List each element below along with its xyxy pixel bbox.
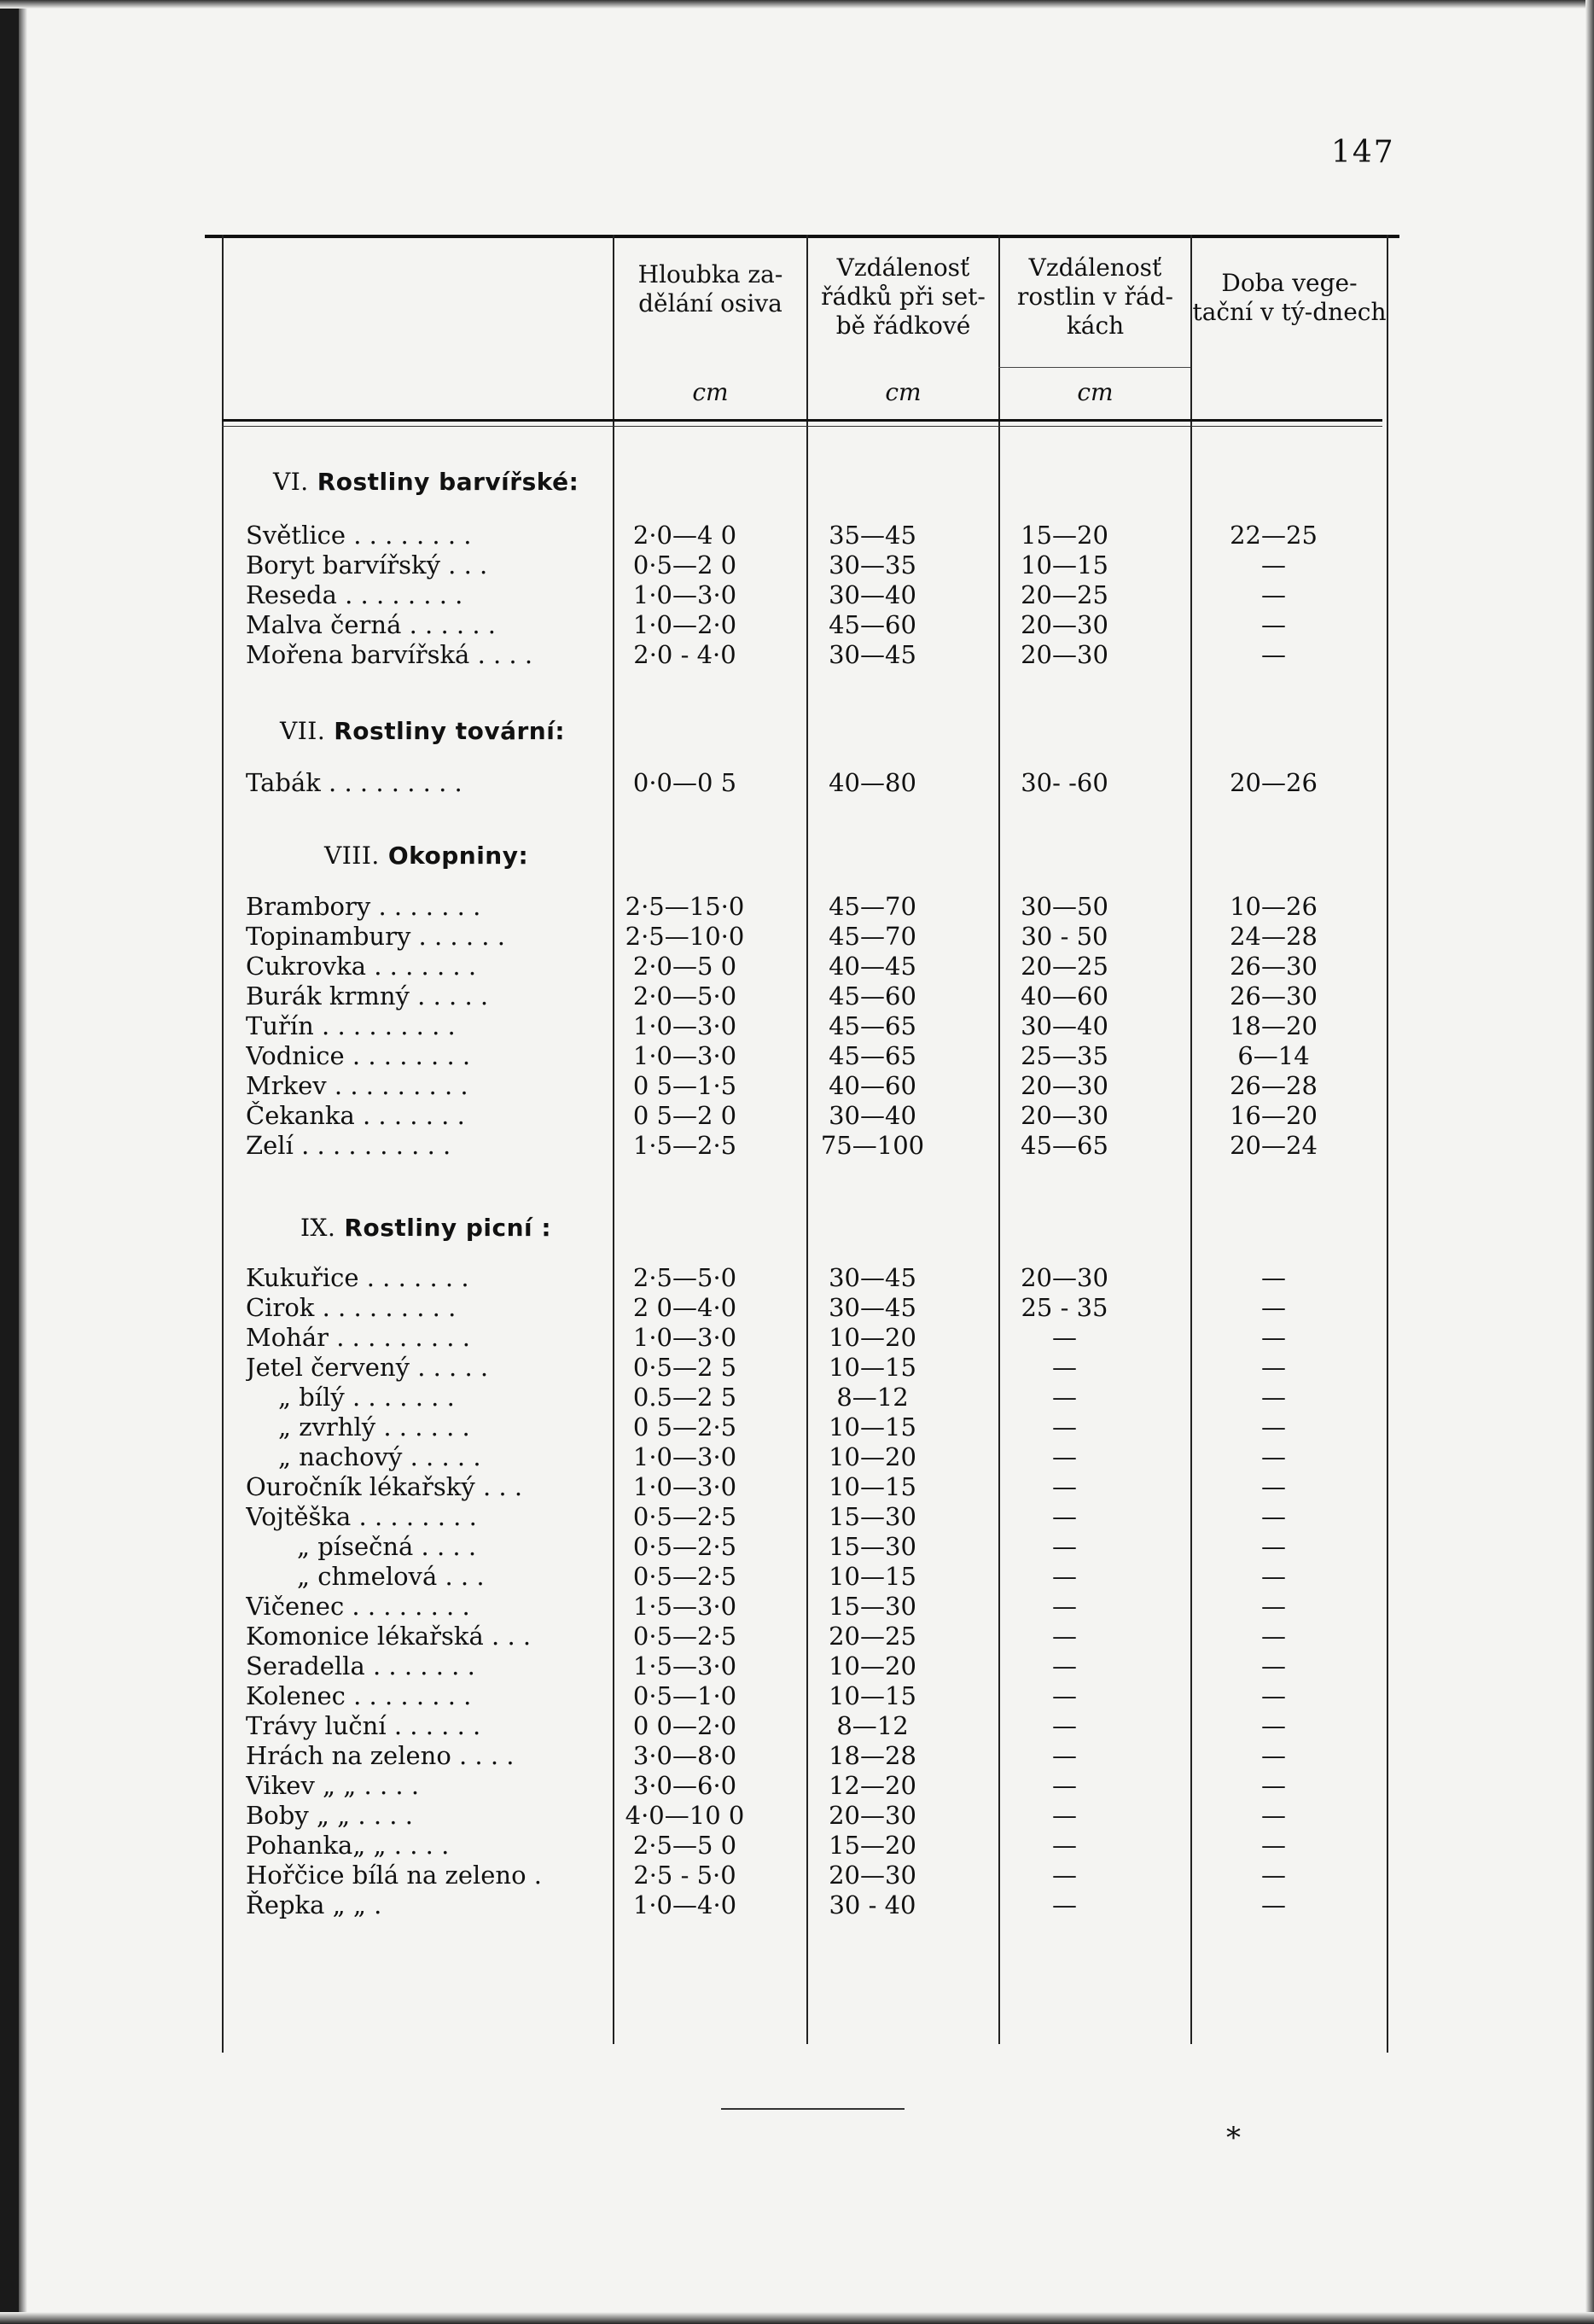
plant-spacing: — (1052, 1412, 1077, 1442)
plant-spacing: — (1052, 1502, 1077, 1531)
unit-plant-spacing: cm (1077, 378, 1114, 406)
vegetation-weeks: — (1261, 1741, 1286, 1770)
crop-name: Malva černá . . . . . . (246, 610, 497, 639)
footer-mark: * (1226, 2121, 1241, 2155)
vegetation-weeks: — (1261, 610, 1286, 639)
crop-name: Pohanka„ „ . . . . (246, 1831, 450, 1860)
row-spacing: 20—30 (829, 1861, 916, 1890)
row-spacing: 45—65 (829, 1041, 916, 1070)
crop-name: Vikev „ „ . . . . (246, 1771, 420, 1800)
scan-edge-right (1585, 0, 1594, 2324)
table-row (205, 892, 1399, 922)
table-top-rule (205, 235, 1399, 238)
row-spacing: 10—15 (829, 1681, 916, 1710)
row-spacing: 12—20 (829, 1771, 916, 1800)
sowing-depth: 2·0—5 0 (632, 952, 737, 981)
row-spacing: 45—70 (829, 922, 916, 951)
crop-name: Boryt barvířský . . . (246, 550, 488, 580)
plant-spacing: — (1052, 1383, 1077, 1412)
sowing-depth: 0·5—2·5 (632, 1562, 737, 1591)
row-spacing: 10—15 (829, 1353, 916, 1382)
table-row (205, 1890, 1399, 1920)
row-spacing: 45—60 (829, 610, 916, 639)
row-spacing: 45—70 (829, 892, 916, 921)
crop-name: Boby „ „ . . . . (246, 1801, 413, 1830)
header-depth: Hloubka za-dělání osiva (637, 260, 783, 317)
crop-name: „ písečná . . . . (297, 1532, 477, 1561)
row-spacing: 30 - 40 (829, 1890, 916, 1919)
table-row (205, 1622, 1399, 1651)
vegetation-weeks: — (1261, 1801, 1286, 1830)
vegetation-weeks: — (1261, 1323, 1286, 1352)
sowing-depth: 0·5—2·5 (632, 1502, 737, 1531)
crop-name: Jetel červený . . . . . (246, 1353, 489, 1382)
table-row (205, 1383, 1399, 1412)
table-row (205, 1741, 1399, 1771)
sowing-depth: 1·0—3·0 (632, 1011, 737, 1040)
crop-name: Tuřín . . . . . . . . . (246, 1011, 456, 1040)
table-row (205, 1323, 1399, 1353)
sowing-depth: 0·5—2·5 (632, 1532, 737, 1561)
crop-name: Burák krmný . . . . . (246, 981, 489, 1011)
table-row (205, 1293, 1399, 1323)
table-row (205, 1131, 1399, 1161)
crop-table (205, 235, 1399, 2057)
table-row (205, 1861, 1399, 1890)
section-heading: VII. Rostliny tovární: (280, 717, 566, 745)
vegetation-weeks: — (1261, 1472, 1286, 1501)
table-row (205, 1011, 1399, 1041)
header-bottom-rule-thin (222, 426, 1382, 427)
row-spacing: 10—20 (829, 1442, 916, 1471)
table-row (205, 1771, 1399, 1801)
vegetation-weeks: — (1261, 1502, 1286, 1531)
sowing-depth: 2·5—15·0 (625, 892, 745, 921)
crop-name: „ chmelová . . . (297, 1562, 485, 1591)
sowing-depth: 1·5—3·0 (632, 1592, 737, 1621)
plant-spacing: — (1052, 1323, 1077, 1352)
crop-name: Světlice . . . . . . . . (246, 521, 472, 550)
plant-spacing: — (1052, 1741, 1077, 1770)
table-row (205, 1532, 1399, 1562)
table-row (205, 1651, 1399, 1681)
section-heading: VI. Rostliny barvířské: (273, 468, 579, 496)
table-row (205, 1263, 1399, 1293)
page-number: 147 (1331, 135, 1395, 170)
plant-spacing: 25—35 (1021, 1041, 1108, 1070)
vegetation-weeks: 18—20 (1230, 1011, 1318, 1040)
table-row (205, 1711, 1399, 1741)
vegetation-weeks: — (1261, 550, 1286, 580)
sowing-depth: 0·5—1·0 (632, 1681, 737, 1710)
row-spacing: 8—12 (836, 1711, 909, 1740)
vegetation-weeks: — (1261, 1771, 1286, 1800)
table-row (205, 1442, 1399, 1472)
plant-spacing: — (1052, 1532, 1077, 1561)
row-spacing: 40—45 (829, 952, 916, 981)
plant-spacing: — (1052, 1622, 1077, 1651)
vegetation-weeks: 26—28 (1230, 1071, 1318, 1100)
plant-spacing: 20—25 (1021, 952, 1108, 981)
row-spacing: 40—80 (829, 768, 916, 797)
plant-spacing: — (1052, 1890, 1077, 1919)
crop-name: Komonice lékařská . . . (246, 1622, 532, 1651)
row-spacing: 30—45 (829, 1263, 916, 1292)
crop-name: Zelí . . . . . . . . . . (246, 1131, 451, 1160)
vegetation-weeks: 26—30 (1230, 952, 1318, 981)
scan-edge-left (0, 0, 19, 2324)
crop-name: „ bílý . . . . . . . (278, 1383, 455, 1412)
crop-name: Mořena barvířská . . . . (246, 640, 533, 669)
plant-spacing: — (1052, 1353, 1077, 1382)
sowing-depth: 2·5—5 0 (632, 1831, 737, 1860)
vegetation-weeks: — (1261, 1412, 1286, 1442)
crop-name: Ouročník lékařský . . . (246, 1472, 523, 1501)
table-row (205, 922, 1399, 952)
vegetation-weeks: — (1261, 580, 1286, 609)
table-row (205, 1101, 1399, 1131)
scan-edge-shadow (19, 0, 27, 2324)
vegetation-weeks: — (1261, 1861, 1286, 1890)
unit-row-spacing: cm (885, 378, 922, 406)
sowing-depth: 1·0—3·0 (632, 580, 737, 609)
vegetation-weeks: — (1261, 1442, 1286, 1471)
vegetation-weeks: 20—24 (1230, 1131, 1318, 1160)
row-spacing: 10—15 (829, 1472, 916, 1501)
sowing-depth: 4·0—10 0 (625, 1801, 745, 1830)
sowing-depth: 2·0—4 0 (632, 521, 737, 550)
table-row (205, 952, 1399, 981)
sowing-depth: 1·0—3·0 (632, 1041, 737, 1070)
crop-name: Reseda . . . . . . . . (246, 580, 463, 609)
row-spacing: 30—45 (829, 640, 916, 669)
crop-name: Mohár . . . . . . . . . (246, 1323, 470, 1352)
sowing-depth: 2·5—5·0 (632, 1263, 737, 1292)
crop-name: Hořčice bílá na zeleno . (246, 1861, 543, 1890)
section-heading: IX. Rostliny picní : (300, 1214, 552, 1242)
plant-spacing: 45—65 (1021, 1131, 1108, 1160)
plant-spacing: — (1052, 1831, 1077, 1860)
unit-rule (998, 367, 1190, 368)
row-spacing: 18—28 (829, 1741, 916, 1770)
sowing-depth: 0 5—2 0 (632, 1101, 737, 1130)
crop-name: Řepka „ „ . (246, 1890, 382, 1919)
plant-spacing: 30 - 50 (1021, 922, 1108, 951)
vegetation-weeks: — (1261, 1592, 1286, 1621)
crop-name: Cukrovka . . . . . . . (246, 952, 477, 981)
plant-spacing: — (1052, 1562, 1077, 1591)
vegetation-weeks: — (1261, 1353, 1286, 1382)
scan-edge-bottom (0, 2312, 1594, 2324)
plant-spacing: — (1052, 1472, 1077, 1501)
row-spacing: 40—60 (829, 1071, 916, 1100)
table-row (205, 1502, 1399, 1532)
table-row (205, 1592, 1399, 1622)
crop-name: Brambory . . . . . . . (246, 892, 481, 921)
vegetation-weeks: — (1261, 640, 1286, 669)
plant-spacing: 30—50 (1021, 892, 1108, 921)
vegetation-weeks: — (1261, 1532, 1286, 1561)
sowing-depth: 3·0—6·0 (632, 1771, 737, 1800)
row-spacing: 20—25 (829, 1622, 916, 1651)
plant-spacing: 20—30 (1021, 1101, 1108, 1130)
plant-spacing: 40—60 (1021, 981, 1108, 1011)
vegetation-weeks: — (1261, 1383, 1286, 1412)
plant-spacing: — (1052, 1711, 1077, 1740)
header-vegetation-weeks: Doba vege-tační v tý-dnech (1192, 269, 1387, 326)
footer-rule (721, 2108, 905, 2110)
table-row (205, 640, 1399, 670)
plant-spacing: — (1052, 1861, 1077, 1890)
sowing-depth: 2·0—5·0 (632, 981, 737, 1011)
sowing-depth: 1·0—3·0 (632, 1323, 737, 1352)
table-row (205, 1681, 1399, 1711)
crop-name: Kolenec . . . . . . . . (246, 1681, 472, 1710)
plant-spacing: — (1052, 1442, 1077, 1471)
plant-spacing: 30—40 (1021, 1011, 1108, 1040)
vegetation-weeks: — (1261, 1562, 1286, 1591)
plant-spacing: 25 - 35 (1021, 1293, 1108, 1322)
vegetation-weeks: 20—26 (1230, 768, 1318, 797)
crop-name: Tabák . . . . . . . . . (246, 768, 462, 797)
sowing-depth: 0 0—2·0 (632, 1711, 737, 1740)
sowing-depth: 0·5—2 0 (632, 550, 737, 580)
vegetation-weeks: 24—28 (1230, 922, 1318, 951)
crop-name: „ nachový . . . . . (278, 1442, 481, 1471)
row-spacing: 30—40 (829, 1101, 916, 1130)
row-spacing: 10—20 (829, 1651, 916, 1680)
table-row (205, 1412, 1399, 1442)
table-row (205, 1071, 1399, 1101)
table-row (205, 550, 1399, 580)
crop-name: „ zvrhlý . . . . . . (278, 1412, 470, 1442)
row-spacing: 15—30 (829, 1502, 916, 1531)
sowing-depth: 0 5—2·5 (632, 1412, 737, 1442)
row-spacing: 10—20 (829, 1323, 916, 1352)
plant-spacing: — (1052, 1681, 1077, 1710)
vegetation-weeks: — (1261, 1831, 1286, 1860)
table-row (205, 1831, 1399, 1861)
sowing-depth: 0·5—2·5 (632, 1622, 737, 1651)
sowing-depth: 1·0—4·0 (632, 1890, 737, 1919)
crop-name: Vojtěška . . . . . . . . (246, 1502, 477, 1531)
plant-spacing: — (1052, 1592, 1077, 1621)
crop-name: Topinambury . . . . . . (246, 922, 505, 951)
scan-edge-top (0, 0, 1594, 9)
vegetation-weeks: — (1261, 1263, 1286, 1292)
table-row (205, 580, 1399, 610)
sowing-depth: 1·0—3·0 (632, 1472, 737, 1501)
row-spacing: 15—30 (829, 1532, 916, 1561)
plant-spacing: 20—25 (1021, 580, 1108, 609)
plant-spacing: 20—30 (1021, 1071, 1108, 1100)
sowing-depth: 3·0—8·0 (632, 1741, 737, 1770)
crop-name: Mrkev . . . . . . . . . (246, 1071, 468, 1100)
plant-spacing: 20—30 (1021, 610, 1108, 639)
row-spacing: 30—45 (829, 1293, 916, 1322)
crop-name: Seradella . . . . . . . (246, 1651, 475, 1680)
crop-name: Trávy luční . . . . . . (246, 1711, 481, 1740)
table-row (205, 1562, 1399, 1592)
table-row (205, 1041, 1399, 1071)
table-row (205, 981, 1399, 1011)
header-bottom-rule (222, 419, 1382, 422)
sowing-depth: 1·0—2·0 (632, 610, 737, 639)
sowing-depth: 1·0—3·0 (632, 1442, 737, 1471)
plant-spacing: 15—20 (1021, 521, 1108, 550)
row-spacing: 30—35 (829, 550, 916, 580)
vegetation-weeks: — (1261, 1651, 1286, 1680)
plant-spacing: — (1052, 1801, 1077, 1830)
sowing-depth: 2·5—10·0 (625, 922, 745, 951)
vegetation-weeks: — (1261, 1293, 1286, 1322)
plant-spacing: 20—30 (1021, 1263, 1108, 1292)
plant-spacing: — (1052, 1651, 1077, 1680)
sowing-depth: 2 0—4·0 (632, 1293, 737, 1322)
vegetation-weeks: 26—30 (1230, 981, 1318, 1011)
sowing-depth: 0·0—0 5 (632, 768, 737, 797)
plant-spacing: — (1052, 1771, 1077, 1800)
sowing-depth: 1·5—3·0 (632, 1651, 737, 1680)
sowing-depth: 0·5—2 5 (632, 1353, 737, 1382)
crop-name: Kukuřice . . . . . . . (246, 1263, 469, 1292)
row-spacing: 35—45 (829, 521, 916, 550)
sowing-depth: 2·0 - 4·0 (633, 640, 736, 669)
table-row (205, 1353, 1399, 1383)
crop-name: Vodnice . . . . . . . . (246, 1041, 471, 1070)
plant-spacing: 30- -60 (1021, 768, 1108, 797)
row-spacing: 45—65 (829, 1011, 916, 1040)
vegetation-weeks: — (1261, 1890, 1286, 1919)
sowing-depth: 2·5 - 5·0 (633, 1861, 736, 1890)
vegetation-weeks: — (1261, 1681, 1286, 1710)
crop-name: Čekanka . . . . . . . (246, 1101, 465, 1130)
table-row (205, 610, 1399, 640)
sowing-depth: 0 5—1·5 (632, 1071, 737, 1100)
crop-name: Hrách na zeleno . . . . (246, 1741, 515, 1770)
table-row (205, 768, 1399, 798)
vegetation-weeks: 10—26 (1230, 892, 1318, 921)
vegetation-weeks: — (1261, 1622, 1286, 1651)
row-spacing: 30—40 (829, 580, 916, 609)
crop-name: Cirok . . . . . . . . . (246, 1293, 457, 1322)
section-heading: VIII. Okopniny: (324, 842, 529, 870)
row-spacing: 75—100 (820, 1131, 925, 1160)
row-spacing: 20—30 (829, 1801, 916, 1830)
row-spacing: 10—15 (829, 1412, 916, 1442)
plant-spacing: 10—15 (1021, 550, 1108, 580)
plant-spacing: 20—30 (1021, 640, 1108, 669)
table-row (205, 521, 1399, 550)
vegetation-weeks: 6—14 (1237, 1041, 1310, 1070)
row-spacing: 15—20 (829, 1831, 916, 1860)
header-plant-spacing: Vzdálenosť rostlin v řád-kách (1017, 253, 1173, 340)
row-spacing: 10—15 (829, 1562, 916, 1591)
table-row (205, 1472, 1399, 1502)
sowing-depth: 0.5—2 5 (632, 1383, 737, 1412)
vegetation-weeks: 22—25 (1230, 521, 1318, 550)
row-spacing: 45—60 (829, 981, 916, 1011)
header-row-spacing: Vzdálenosť řádků při set-bě řádkové (821, 253, 986, 340)
unit-depth: cm (692, 378, 729, 406)
vegetation-weeks: 16—20 (1230, 1101, 1318, 1130)
crop-name: Vičenec . . . . . . . . (246, 1592, 470, 1621)
row-spacing: 15—30 (829, 1592, 916, 1621)
vegetation-weeks: — (1261, 1711, 1286, 1740)
table-row (205, 1801, 1399, 1831)
row-spacing: 8—12 (836, 1383, 909, 1412)
sowing-depth: 1·5—2·5 (632, 1131, 737, 1160)
